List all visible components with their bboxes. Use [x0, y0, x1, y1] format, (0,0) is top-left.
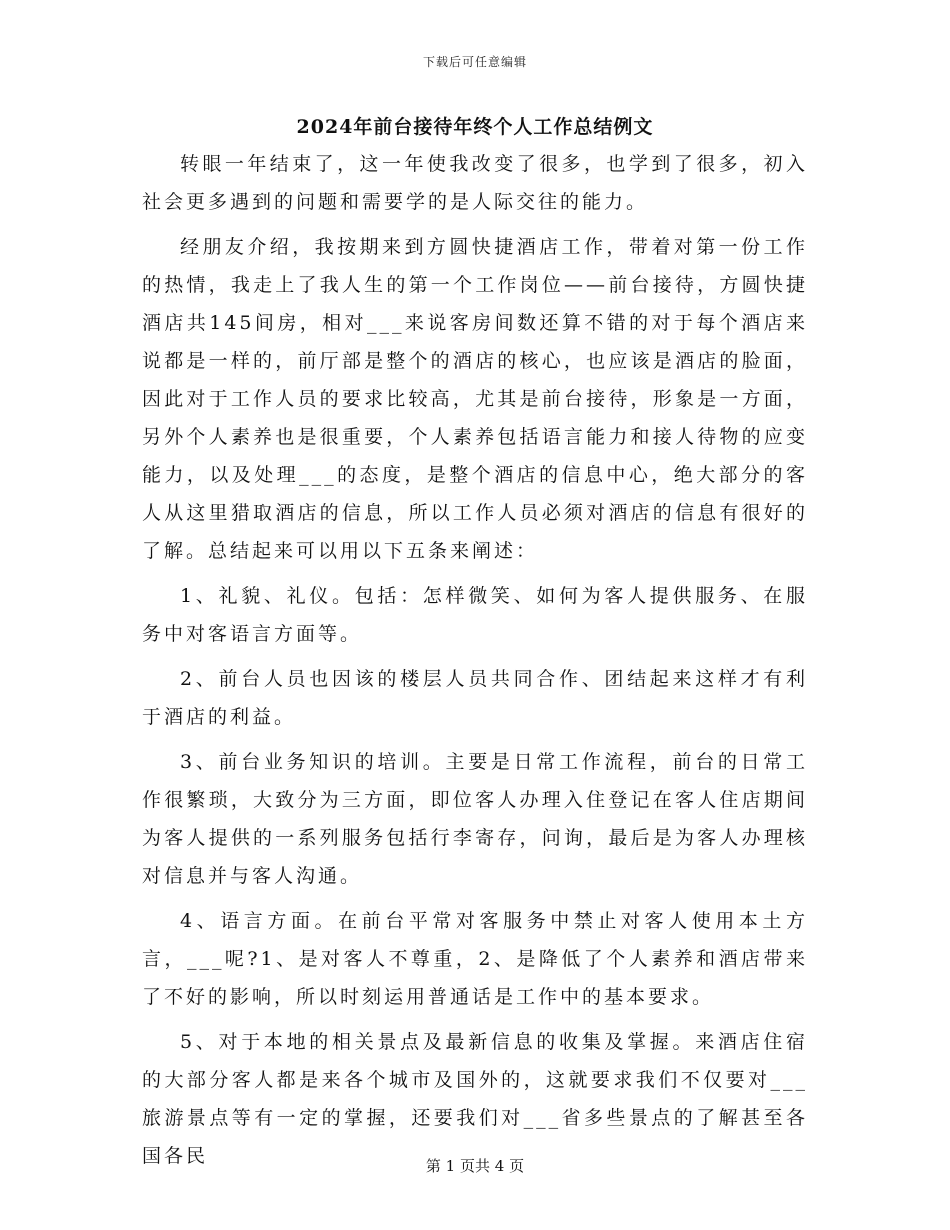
page-header: 下载后可任意编辑 — [422, 55, 527, 69]
paragraph-1: 转眼一年结束了，这一年使我改变了很多，也学到了很多，初入社会更多遇到的问题和需要学的是人际交往的能力。 — [142, 153, 808, 213]
document-title: 2024年前台接待年终个人工作总结例文 — [296, 116, 654, 138]
paragraph-6: 4、语言方面。在前台平常对客服务中禁止对客人使用本土方言，___呢?1、是对客人不尊重，2、是降低了个人素养和酒店带来了不好的影响，所以时刻运用普通话是工作中的基本要求。 — [142, 910, 808, 1008]
paragraph-3: 1、礼貌、礼仪。包括：怎样微笑、如何为客人提供服务、在服务中对客语言方面等。 — [142, 585, 808, 645]
paragraph-2: 经朋友介绍，我按期来到方圆快捷酒店工作，带着对第一份工作的热情，我走上了我人生的第一个工作岗位——前台接待，方圆快捷酒店共145间房，相对___来说客房间数还算不错的对于每个酒店来说都是一样的，前厅部是整个的酒店的核心，也应该是酒店的脸面，因此对于工作人员的要求比较高，尤其是前台接待，形象是一方面，另外个人素养也是很重要，个人素养包括语言能力和接人待物的应变能力，以及处理___的态度，是整个酒店的信息中心，绝大部分的客人从这里猎取酒店的信息，所以工作人员必须对酒店的信息有很好的了解。总结起来可以用以下五条来阐述： — [142, 236, 808, 562]
paragraph-4: 2、前台人员也因该的楼层人员共同合作、团结起来这样才有利于酒店的利益。 — [142, 668, 808, 728]
paragraph-5: 3、前台业务知识的培训。主要是日常工作流程，前台的日常工作很繁琐，大致分为三方面，即位客人办理入住登记在客人住店期间为客人提供的一系列服务包括行李寄存，问询，最后是为客人办理核对信息并与客人沟通。 — [142, 751, 808, 887]
document-body — [142, 145, 808, 1182]
paragraph-7: 5、对于本地的相关景点及最新信息的收集及掌握。来酒店住宿的大部分客人都是来各个城市及国外的，这就要求我们不仅要对___旅游景点等有一定的掌握，还要我们对___省多些景点的了解甚至各国各民 — [142, 1031, 808, 1167]
page-footer: 第 1 页共 4 页 — [425, 1157, 525, 1175]
